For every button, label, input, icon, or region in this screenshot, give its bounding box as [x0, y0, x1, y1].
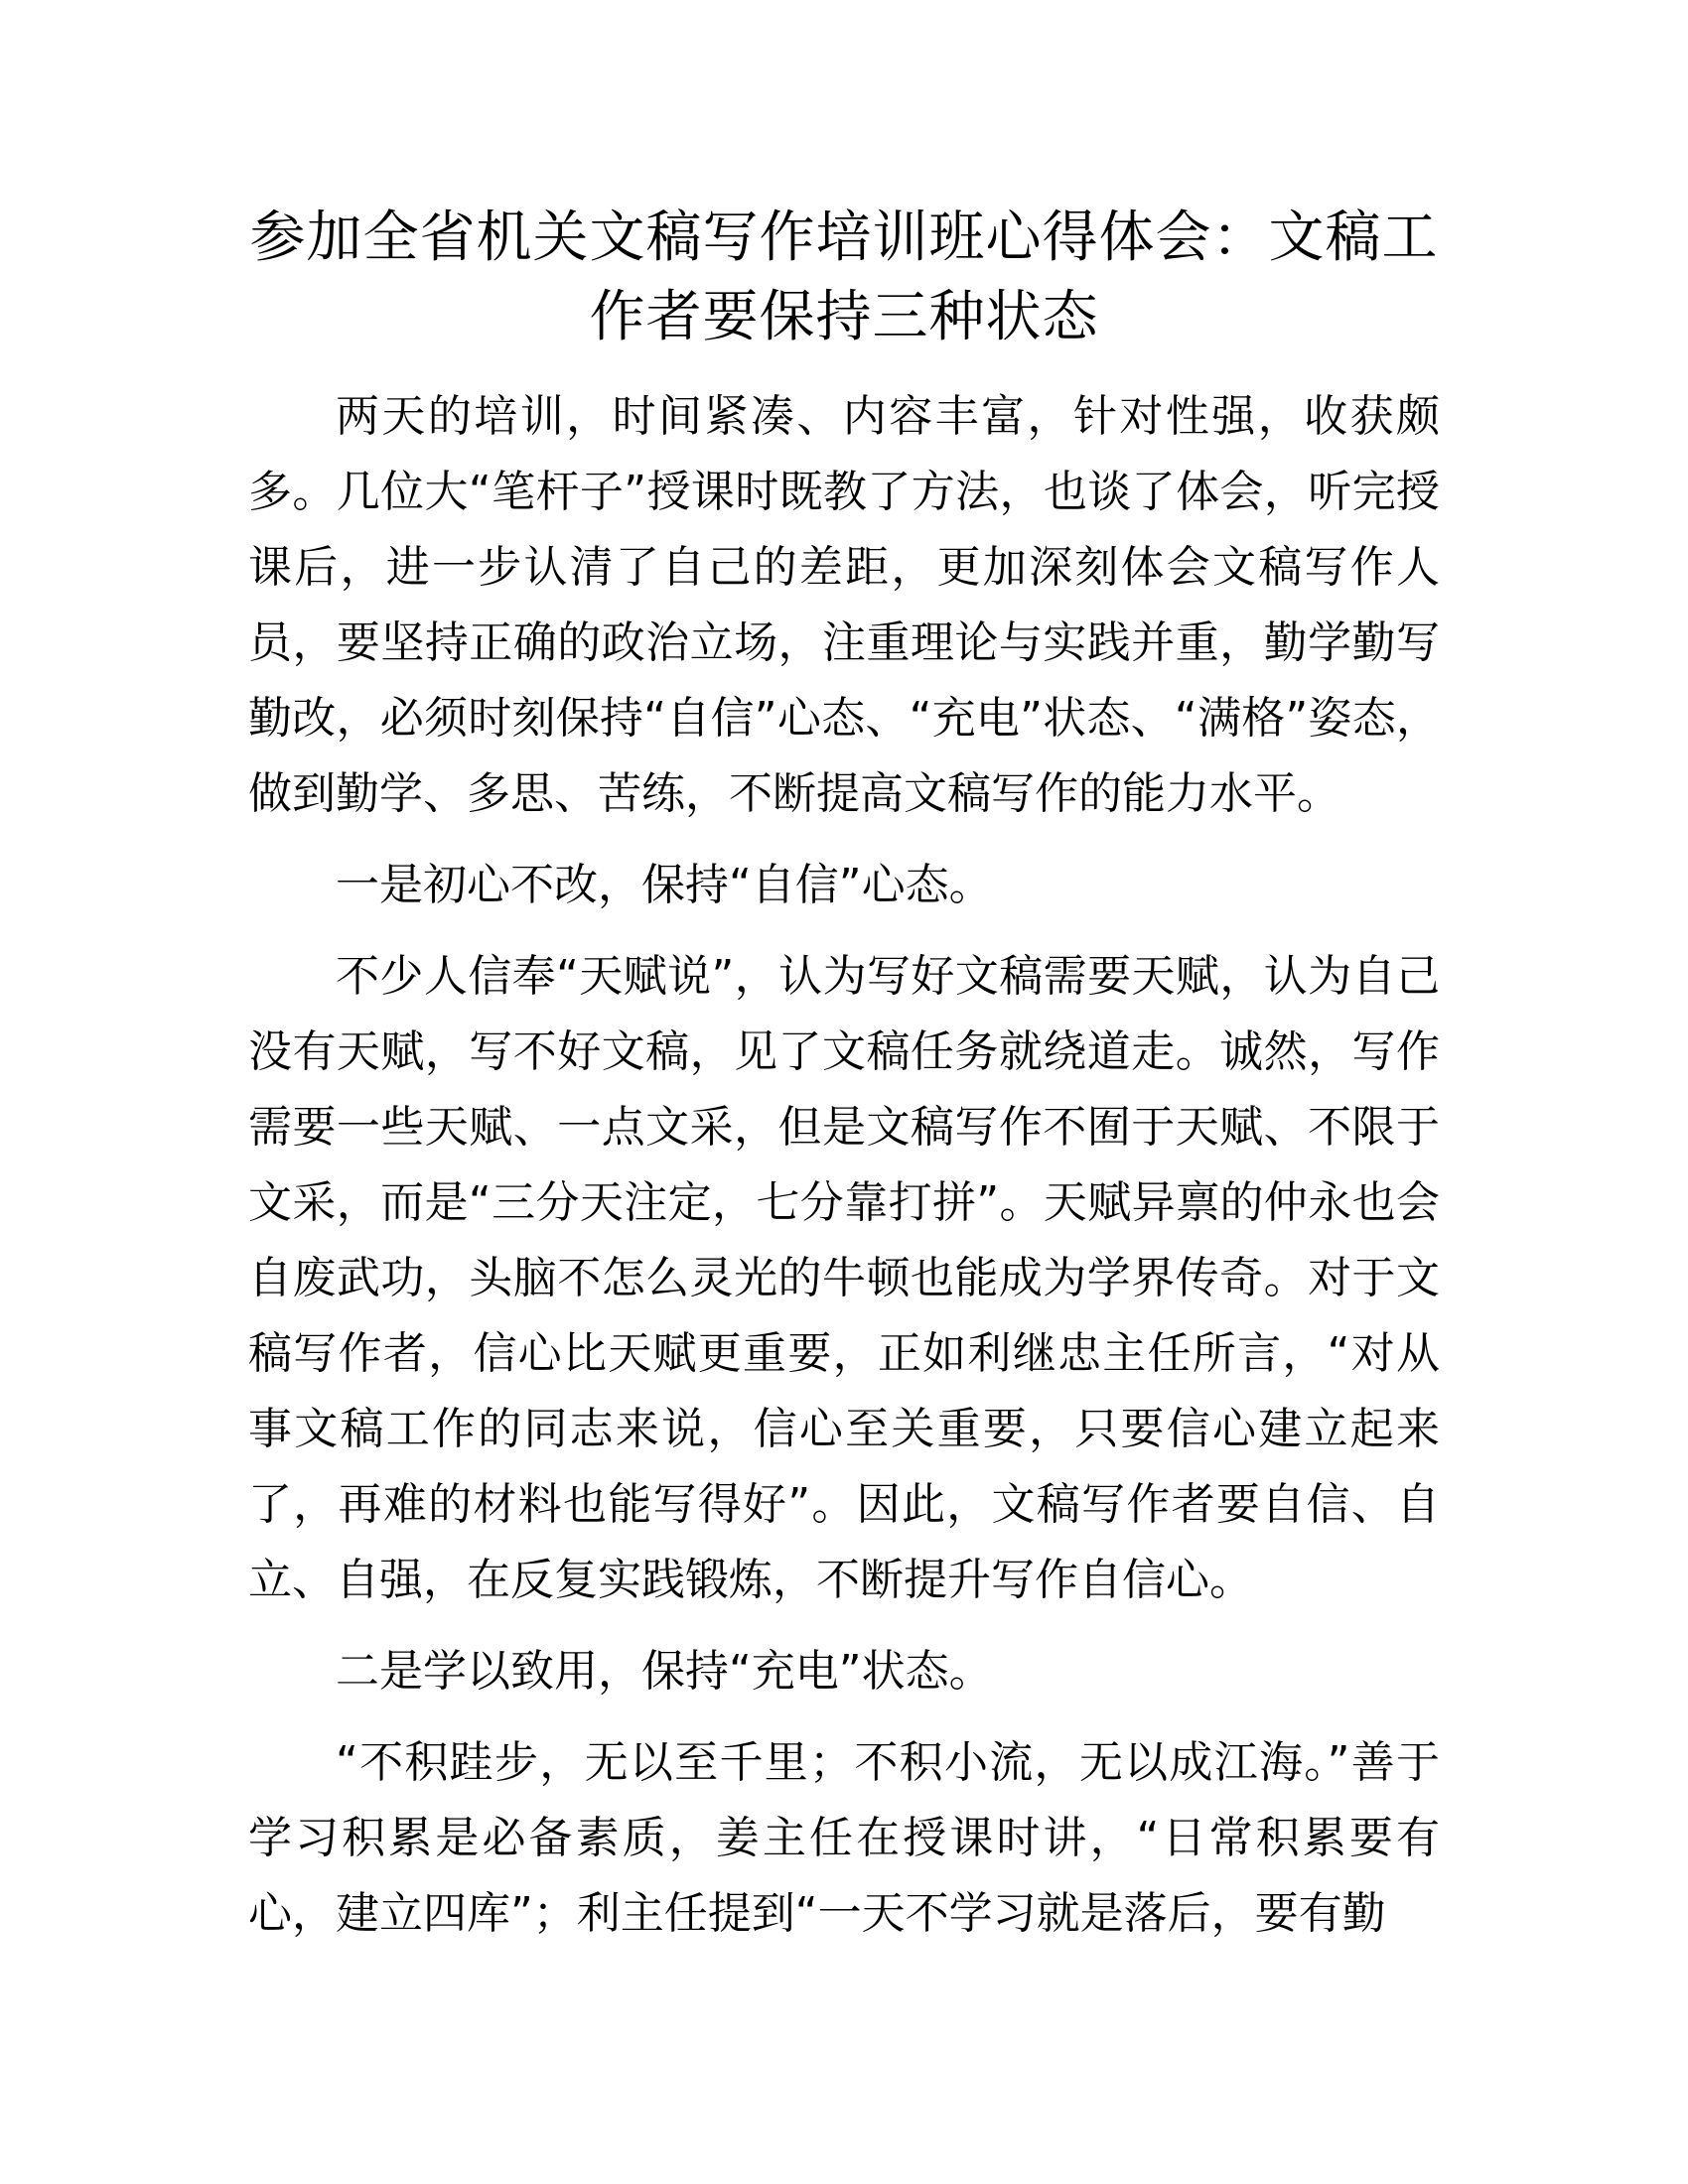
- section-paragraph-1: 不少人信奉“天赋说”，认为写好文稿需要天赋，认为自己没有天赋，写不好文稿，见了文稿任务就绕道走。诚然，写作需要一些天赋、一点文采，但是文稿写作不囿于天赋、不限于文采，而是“三分天注定，七分靠打拼”。天赋异禀的仲永也会自废武功，头脑不怎么灵光的牛顿也能成为学界传奇。对于文稿写作者，信心比天赋更重要，正如利继忠主任所言，“对从事文稿工作的同志来说，信心至关重要，只要信心建立起来了，再难的材料也能写得好”。因此，文稿写作者要自信、自立、自强，在反复实践锻炼，不断提升写作自信心。: [248, 951, 1440, 1605]
- document-body: [248, 379, 1440, 1968]
- section-paragraph-2: “不积跬步，无以至千里；不积小流，无以成江海。”善于学习积累是必备素质，姜主任在授课时讲，“日常积累要有心，建立四库”；利主任提到“一天不学习就是落后，要有勤: [248, 1737, 1440, 1939]
- section-heading-2: 二是学以致用，保持“充电”状态。: [336, 1646, 993, 1697]
- intro-paragraph: 两天的培训，时间紧凑、内容丰富，针对性强，收获颇多。几位大“笔杆子”授课时既教了方法，也谈了体会，听完授课后，进一步认清了自己的差距，更加深刻体会文稿写作人员，要坚持正确的政治立场，注重理论与实践并重，勤学勤写勤改，必须时刻保持“自信”心态、“充电”状态、“满格”姿态，做到勤学、多思、苦练，不断提高文稿写作的能力水平。: [248, 391, 1440, 819]
- document-title: 参加全省机关文稿写作培训班心得体会：文稿工作者要保持三种状态: [249, 205, 1439, 349]
- section-heading-1: 一是初心不改，保持“自信”心态。: [336, 860, 993, 910]
